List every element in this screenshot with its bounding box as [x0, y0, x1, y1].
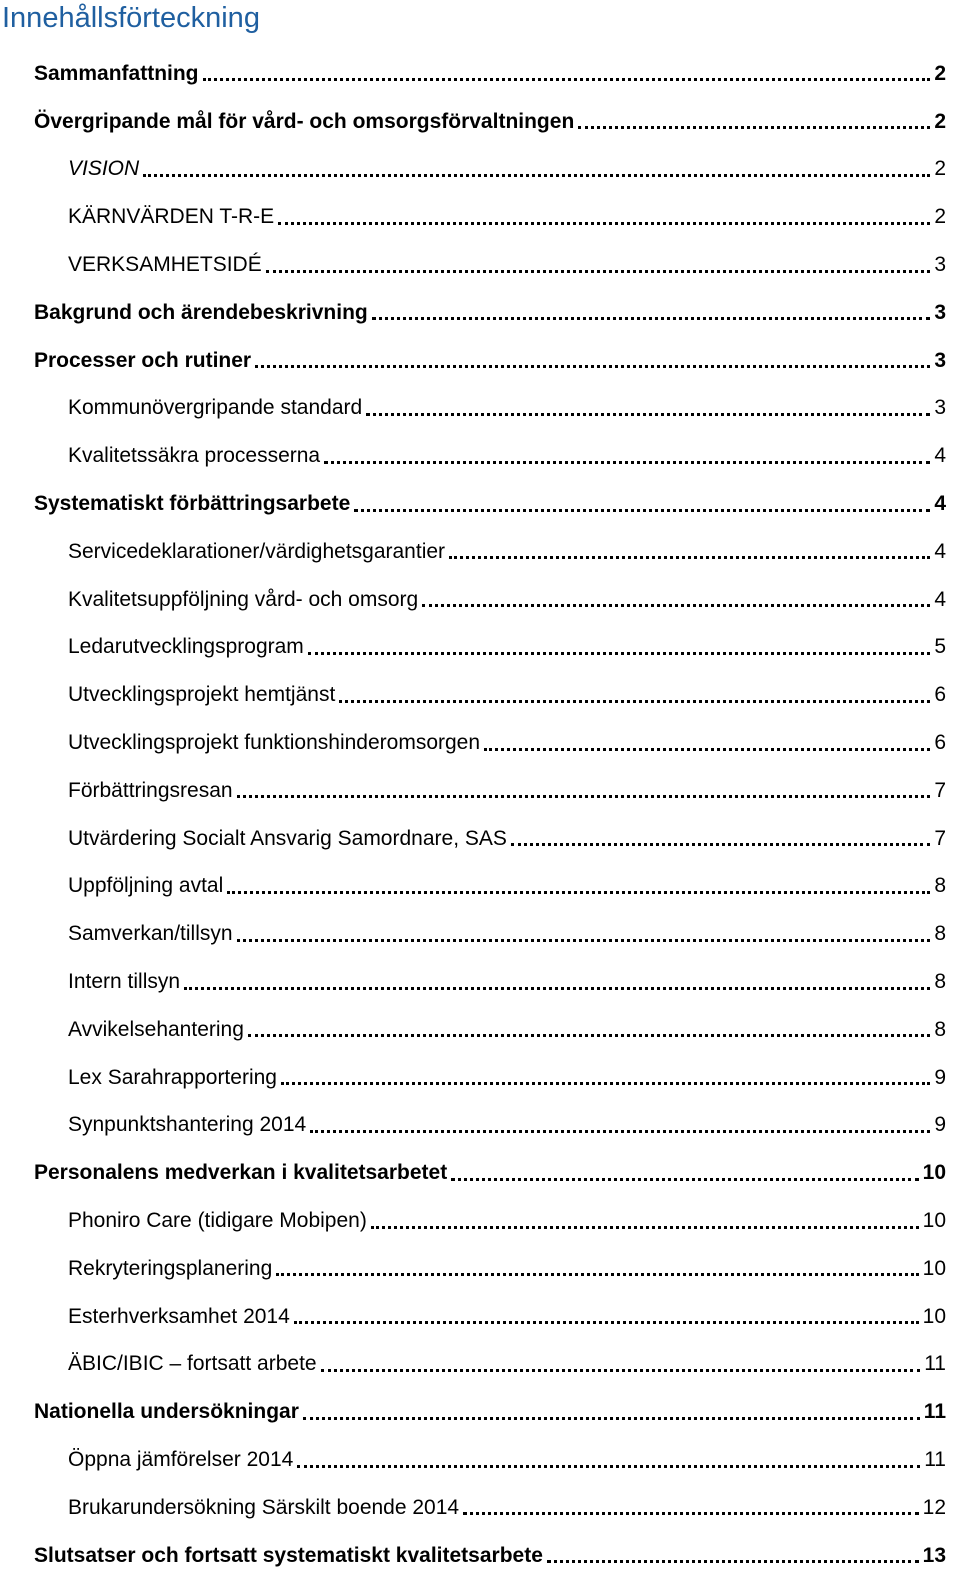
- toc-entry-page-number: 9: [934, 1113, 946, 1137]
- toc-entry[interactable]: [0, 863, 960, 911]
- toc-entry[interactable]: [0, 1149, 960, 1197]
- toc-entry-label: Sammanfattning: [34, 61, 199, 85]
- dot-leader: [422, 604, 930, 607]
- toc-entry-page-number: 9: [934, 1065, 946, 1089]
- toc-entry[interactable]: [0, 432, 960, 480]
- toc-entry-label: Nationella undersökningar: [34, 1400, 299, 1424]
- toc-entry-page-number: 3: [934, 396, 946, 420]
- toc-entry-page-number: 6: [934, 683, 946, 707]
- dot-leader: [143, 174, 930, 177]
- dot-leader: [310, 1130, 930, 1133]
- toc-entry[interactable]: [0, 1484, 960, 1532]
- toc-entry[interactable]: [0, 767, 960, 815]
- dot-leader: [451, 1178, 918, 1181]
- dot-leader: [266, 270, 931, 273]
- toc-entry-label: Övergripande mål för vård- och omsorgsförvaltningen: [34, 109, 575, 133]
- toc-entry[interactable]: [0, 193, 960, 241]
- toc-entry-page-number: 10: [922, 1256, 946, 1280]
- toc-entry-page-number: 2: [934, 157, 946, 181]
- toc-entry-label: Kvalitetssäkra processerna: [68, 444, 321, 468]
- dot-leader: [255, 365, 930, 368]
- toc-entry[interactable]: [0, 1532, 960, 1580]
- toc-entry[interactable]: [0, 50, 960, 98]
- toc-entry-page-number: 2: [934, 61, 946, 85]
- toc-entry[interactable]: [0, 719, 960, 767]
- toc-entry[interactable]: [0, 671, 960, 719]
- toc-entry-label: Öppna jämförelser 2014: [68, 1448, 294, 1471]
- toc-entry-page-number: 7: [934, 826, 946, 850]
- toc-entry[interactable]: [0, 1054, 960, 1102]
- toc-entry-page-number: 4: [934, 444, 946, 468]
- toc-entry[interactable]: [0, 1341, 960, 1389]
- toc-entry-label: Synpunktshantering 2014: [68, 1113, 307, 1137]
- dot-leader: [184, 987, 930, 990]
- toc-entry-label: Systematiskt förbättringsarbete: [34, 492, 351, 516]
- toc-entry-label: Utvecklingsprojekt hemtjänst: [68, 683, 336, 707]
- toc-list: [0, 50, 960, 1580]
- toc-entry[interactable]: [0, 958, 960, 1006]
- toc-entry[interactable]: [0, 146, 960, 194]
- toc-entry[interactable]: [0, 815, 960, 863]
- toc-entry-page-number: 10: [922, 1209, 946, 1233]
- toc-entry-page-number: 6: [934, 731, 946, 755]
- toc-entry-page-number: 2: [934, 205, 946, 229]
- dot-leader: [237, 939, 931, 942]
- toc-entry[interactable]: [0, 576, 960, 624]
- dot-leader: [372, 317, 931, 320]
- dot-leader: [324, 461, 930, 464]
- toc-entry[interactable]: [0, 1388, 960, 1436]
- toc-entry[interactable]: [0, 1245, 960, 1293]
- dot-leader: [354, 509, 930, 512]
- toc-entry-page-number: 8: [934, 970, 946, 994]
- toc-entry-page-number: 11: [923, 1400, 946, 1424]
- toc-entry-label: Samverkan/tillsyn: [68, 922, 233, 946]
- toc-entry-page-number: 10: [922, 1161, 946, 1185]
- toc-entry-page-number: 13: [922, 1543, 946, 1567]
- dot-leader: [237, 795, 931, 798]
- toc-entry[interactable]: [0, 624, 960, 672]
- dot-leader: [294, 1321, 919, 1324]
- toc-entry-label: Slutsatser och fortsatt systematiskt kvalitetsarbete: [34, 1543, 543, 1567]
- dot-leader: [578, 126, 930, 129]
- toc-entry-label: Lex Sarahrapportering: [68, 1065, 277, 1089]
- dot-leader: [449, 556, 930, 559]
- dot-leader: [281, 1082, 930, 1085]
- dot-leader: [463, 1512, 919, 1515]
- toc-entry-label: VERKSAMHETSIDÉ: [68, 253, 262, 277]
- dot-leader: [366, 413, 930, 416]
- toc-entry-page-number: 11: [924, 1448, 946, 1471]
- toc-entry[interactable]: [0, 289, 960, 337]
- toc-entry-page-number: 11: [924, 1352, 946, 1376]
- toc-entry-page-number: 8: [934, 922, 946, 946]
- toc-entry-page-number: 8: [934, 874, 946, 898]
- toc-entry-page-number: 3: [934, 253, 946, 277]
- toc-entry-label: KÄRNVÄRDEN T-R-E: [68, 205, 275, 229]
- toc-entry-label: Processer och rutiner: [34, 348, 252, 372]
- dot-leader: [484, 748, 930, 751]
- toc-entry-page-number: 2: [934, 109, 946, 133]
- toc-entry-page-number: 10: [922, 1304, 946, 1328]
- toc-title: Innehållsförteckning: [2, 2, 260, 34]
- dot-leader: [511, 843, 930, 846]
- toc-entry-label: Intern tillsyn: [68, 970, 181, 994]
- toc-entry-label: Bakgrund och ärendebeskrivning: [34, 300, 368, 324]
- toc-entry-page-number: 4: [934, 492, 946, 516]
- toc-entry-label: Servicedeklarationer/värdighetsgarantier: [68, 539, 446, 563]
- toc-entry-label: Avvikelsehantering: [68, 1017, 244, 1041]
- dot-leader: [297, 1465, 920, 1468]
- toc-entry-page-number: 12: [922, 1495, 946, 1519]
- toc-entry[interactable]: [0, 98, 960, 146]
- dot-leader: [303, 1417, 920, 1420]
- dot-leader: [276, 1273, 918, 1276]
- toc-entry-label: Phoniro Care (tidigare Mobipen): [68, 1209, 367, 1233]
- toc-entry-label: Uppföljning avtal: [68, 874, 224, 898]
- toc-entry-label: Ledarutvecklingsprogram: [68, 635, 304, 659]
- toc-entry[interactable]: [0, 1197, 960, 1245]
- toc-entry-label: Rekryteringsplanering: [68, 1256, 273, 1280]
- toc-entry-page-number: 4: [934, 539, 946, 563]
- dot-leader: [371, 1226, 919, 1229]
- toc-entry-label: VISION: [68, 157, 140, 181]
- toc-entry-page-number: 3: [934, 348, 946, 372]
- toc-entry-label: Kommunövergripande standard: [68, 396, 363, 420]
- toc-entry[interactable]: [0, 337, 960, 385]
- toc-entry[interactable]: [0, 1102, 960, 1150]
- toc-entry[interactable]: [0, 480, 960, 528]
- toc-entry[interactable]: [0, 1293, 960, 1341]
- toc-entry[interactable]: [0, 1436, 960, 1484]
- toc-entry-page-number: 8: [934, 1017, 946, 1041]
- toc-entry[interactable]: [0, 1006, 960, 1054]
- toc-entry-label: Utvecklingsprojekt funktionshinderomsorgen: [68, 731, 481, 755]
- dot-leader: [308, 652, 931, 655]
- toc-entry-label: Förbättringsresan: [68, 778, 233, 802]
- dot-leader: [227, 891, 930, 894]
- toc-entry-page-number: 5: [934, 635, 946, 659]
- dot-leader: [547, 1560, 919, 1563]
- toc-entry-page-number: 7: [934, 778, 946, 802]
- toc-entry[interactable]: [0, 528, 960, 576]
- dot-leader: [278, 222, 930, 225]
- toc-entry-page-number: 3: [934, 300, 946, 324]
- toc-entry-page-number: 4: [934, 587, 946, 611]
- toc-entry-label: Brukarundersökning Särskilt boende 2014: [68, 1495, 460, 1519]
- dot-leader: [203, 78, 931, 81]
- toc-entry[interactable]: [0, 241, 960, 289]
- dot-leader: [321, 1369, 921, 1372]
- toc-entry-label: Kvalitetsuppföljning vård- och omsorg: [68, 587, 419, 611]
- toc-entry-label: Personalens medverkan i kvalitetsarbetet: [34, 1161, 448, 1185]
- dot-leader: [339, 700, 930, 703]
- toc-entry-label: ÄBIC/IBIC – fortsatt arbete: [68, 1352, 317, 1376]
- toc-entry[interactable]: [0, 385, 960, 433]
- toc-entry-label: Esterhverksamhet 2014: [68, 1304, 290, 1328]
- toc-entry[interactable]: [0, 910, 960, 958]
- toc-entry-label: Utvärdering Socialt Ansvarig Samordnare, SAS: [68, 826, 507, 850]
- dot-leader: [248, 1034, 930, 1037]
